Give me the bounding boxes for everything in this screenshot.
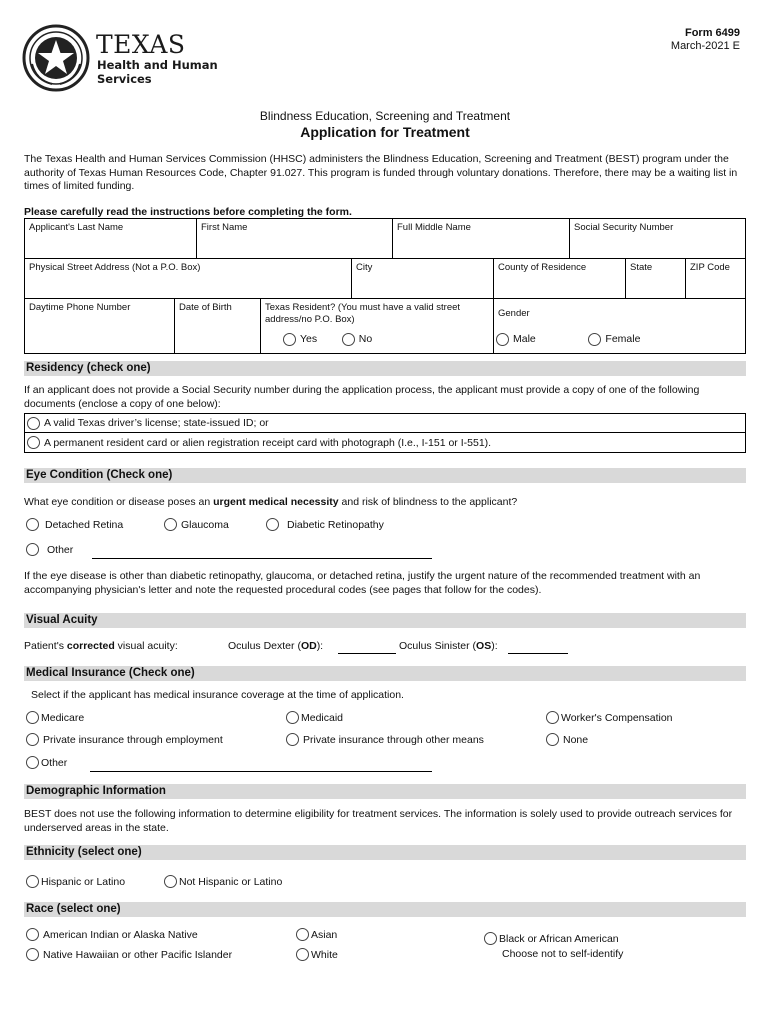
residency-heading: Residency (check one): [24, 361, 746, 376]
form-number-block: [671, 27, 740, 53]
race-heading: Race (select one): [24, 902, 746, 917]
first-name-field[interactable]: First Name: [197, 219, 393, 258]
radio-icon: [26, 875, 39, 888]
applicant-info-table: [24, 218, 746, 354]
residency-text: If an applicant does not provide a Social Security number during the application process, the applicant must provide a copy of one of the following documents (enclose a copy of one below):: [24, 384, 700, 410]
radio-icon: [286, 711, 299, 724]
radio-icon: [283, 333, 296, 346]
middle-name-field[interactable]: Full Middle Name: [393, 219, 570, 258]
os-label: Oculus Sinister (OS):: [399, 640, 498, 652]
radio-icon: [26, 948, 39, 961]
insurance-private-employment-radio[interactable]: Private insurance through employment: [26, 733, 223, 746]
radio-icon: [484, 932, 497, 945]
insurance-other-input[interactable]: [90, 758, 432, 772]
ssn-field[interactable]: Social Security Number: [574, 222, 674, 233]
radio-icon: [26, 543, 39, 556]
eye-diabetic-retinopathy-radio[interactable]: Diabetic Retinopathy: [266, 518, 384, 531]
radio-icon: [266, 518, 279, 531]
radio-icon: [296, 928, 309, 941]
logo-texas-text: TEXAS: [96, 30, 186, 59]
logo-agency-name: Health and Human Services: [97, 58, 218, 86]
race-no-identify-label: Choose not to self-identify: [502, 948, 624, 960]
insurance-none-radio[interactable]: None: [546, 733, 588, 746]
eye-condition-heading: Eye Condition (Check one): [24, 468, 746, 483]
race-asian-radio[interactable]: Asian: [296, 928, 337, 941]
radio-icon: [588, 333, 601, 346]
eye-condition-question: What eye condition or disease poses an urgent medical necessity and risk of blindness to the applicant?: [24, 496, 518, 508]
radio-icon: [26, 756, 39, 769]
os-input[interactable]: [508, 641, 568, 654]
phone-field[interactable]: Daytime Phone Number: [25, 299, 175, 353]
demographic-text: BEST does not use the following information to determine eligibility for treatment services. The information is solely used to provide outreach services for underserved areas in the state.: [24, 808, 733, 834]
od-label: Oculus Dexter (OD):: [228, 640, 324, 652]
radio-icon: [286, 733, 299, 746]
eye-glaucoma-radio[interactable]: Glaucoma: [164, 518, 229, 531]
insurance-medicare-radio[interactable]: Medicare: [26, 711, 84, 724]
radio-icon: [342, 333, 355, 346]
ethnicity-heading: Ethnicity (select one): [24, 845, 746, 860]
city-field[interactable]: City: [352, 259, 494, 298]
eye-detached-retina-radio[interactable]: Detached Retina: [26, 518, 123, 531]
form-date: March-2021 E: [670, 40, 740, 52]
dob-field[interactable]: Date of Birth: [175, 299, 261, 353]
program-title: Blindness Education, Screening and Treatment: [259, 109, 511, 123]
insurance-heading: Medical Insurance (Check one): [24, 666, 746, 681]
insurance-medicaid-radio[interactable]: Medicaid: [286, 711, 343, 724]
radio-icon: [164, 518, 177, 531]
radio-icon: [546, 733, 559, 746]
form-number: Form 6499: [684, 27, 740, 39]
ethnicity-hispanic-radio[interactable]: Hispanic or Latino: [26, 875, 125, 888]
radio-icon: [26, 928, 39, 941]
demographic-heading: Demographic Information: [24, 784, 746, 799]
radio-icon: [27, 436, 40, 449]
od-input[interactable]: [338, 641, 396, 654]
residency-option-resident-card[interactable]: A permanent resident card or alien registration receipt card with photograph (I.e., I-151 or I-551).: [25, 433, 745, 452]
gender-cell: Gender Male Female: [498, 308, 641, 345]
radio-icon: [164, 875, 177, 888]
radio-icon: [546, 711, 559, 724]
gender-female-radio[interactable]: Female: [588, 333, 640, 346]
radio-icon: [26, 733, 39, 746]
visual-acuity-heading: Visual Acuity: [24, 613, 746, 628]
insurance-workers-comp-radio[interactable]: Worker's Compensation: [546, 711, 673, 724]
race-black-radio[interactable]: Black or African American: [484, 932, 619, 945]
instructions-text: Please carefully read the instructions before completing the form.: [24, 206, 352, 218]
resident-yes-radio[interactable]: Yes: [283, 333, 317, 346]
insurance-other-radio[interactable]: Other: [26, 756, 67, 769]
ethnicity-not-hispanic-radio[interactable]: Not Hispanic or Latino: [164, 875, 282, 888]
residency-options: [24, 413, 746, 453]
insurance-text: Select if the applicant has medical insurance coverage at the time of application.: [31, 689, 404, 701]
eye-other-radio[interactable]: Other: [26, 543, 73, 556]
state-field[interactable]: State: [626, 259, 686, 298]
last-name-field[interactable]: Applicant's Last Name: [25, 219, 197, 258]
intro-paragraph: The Texas Health and Human Services Commission (HHSC) administers the Blindness Education, Screening and Treatment (BEST) program under the authority of Texas Human Resources Code, Chapter 91.027. This program is funded through voluntary donations. Therefore, there may be a waiting list in times of limited funding.: [24, 153, 738, 192]
gender-male-radio[interactable]: Male: [496, 333, 536, 346]
county-field[interactable]: County of Residence: [494, 259, 626, 298]
race-white-radio[interactable]: White: [296, 948, 338, 961]
residency-option-license[interactable]: A valid Texas driver’s license; state-issued ID; or: [25, 414, 745, 433]
race-native-american-radio[interactable]: American Indian or Alaska Native: [26, 928, 198, 941]
zip-field[interactable]: ZIP Code: [690, 262, 730, 273]
texas-star-seal-icon: [22, 24, 90, 92]
radio-icon: [27, 417, 40, 430]
eye-condition-note: If the eye disease is other than diabetic retinopathy, glaucoma, or detached retina, justify the urgent nature of the recommended treatment with an accompanying physician's letter and note the requested procedural codes (see pages that follow for the codes).: [24, 570, 701, 596]
texas-resident-cell: Texas Resident? (You must have a valid street address/no P.O. Box) Yes No: [261, 299, 494, 353]
insurance-private-other-radio[interactable]: Private insurance through other means: [286, 733, 484, 746]
corrected-acuity-label: Patient's corrected visual acuity:: [24, 640, 178, 652]
eye-other-input[interactable]: [92, 545, 432, 559]
radio-icon: [26, 518, 39, 531]
radio-icon: [26, 711, 39, 724]
race-pacific-islander-radio[interactable]: Native Hawaiian or other Pacific Islander: [26, 948, 232, 961]
resident-no-radio[interactable]: No: [342, 333, 372, 346]
radio-icon: [296, 948, 309, 961]
page-title: Application for Treatment: [300, 124, 470, 140]
radio-icon: [496, 333, 509, 346]
street-address-field[interactable]: Physical Street Address (Not a P.O. Box): [25, 259, 352, 298]
